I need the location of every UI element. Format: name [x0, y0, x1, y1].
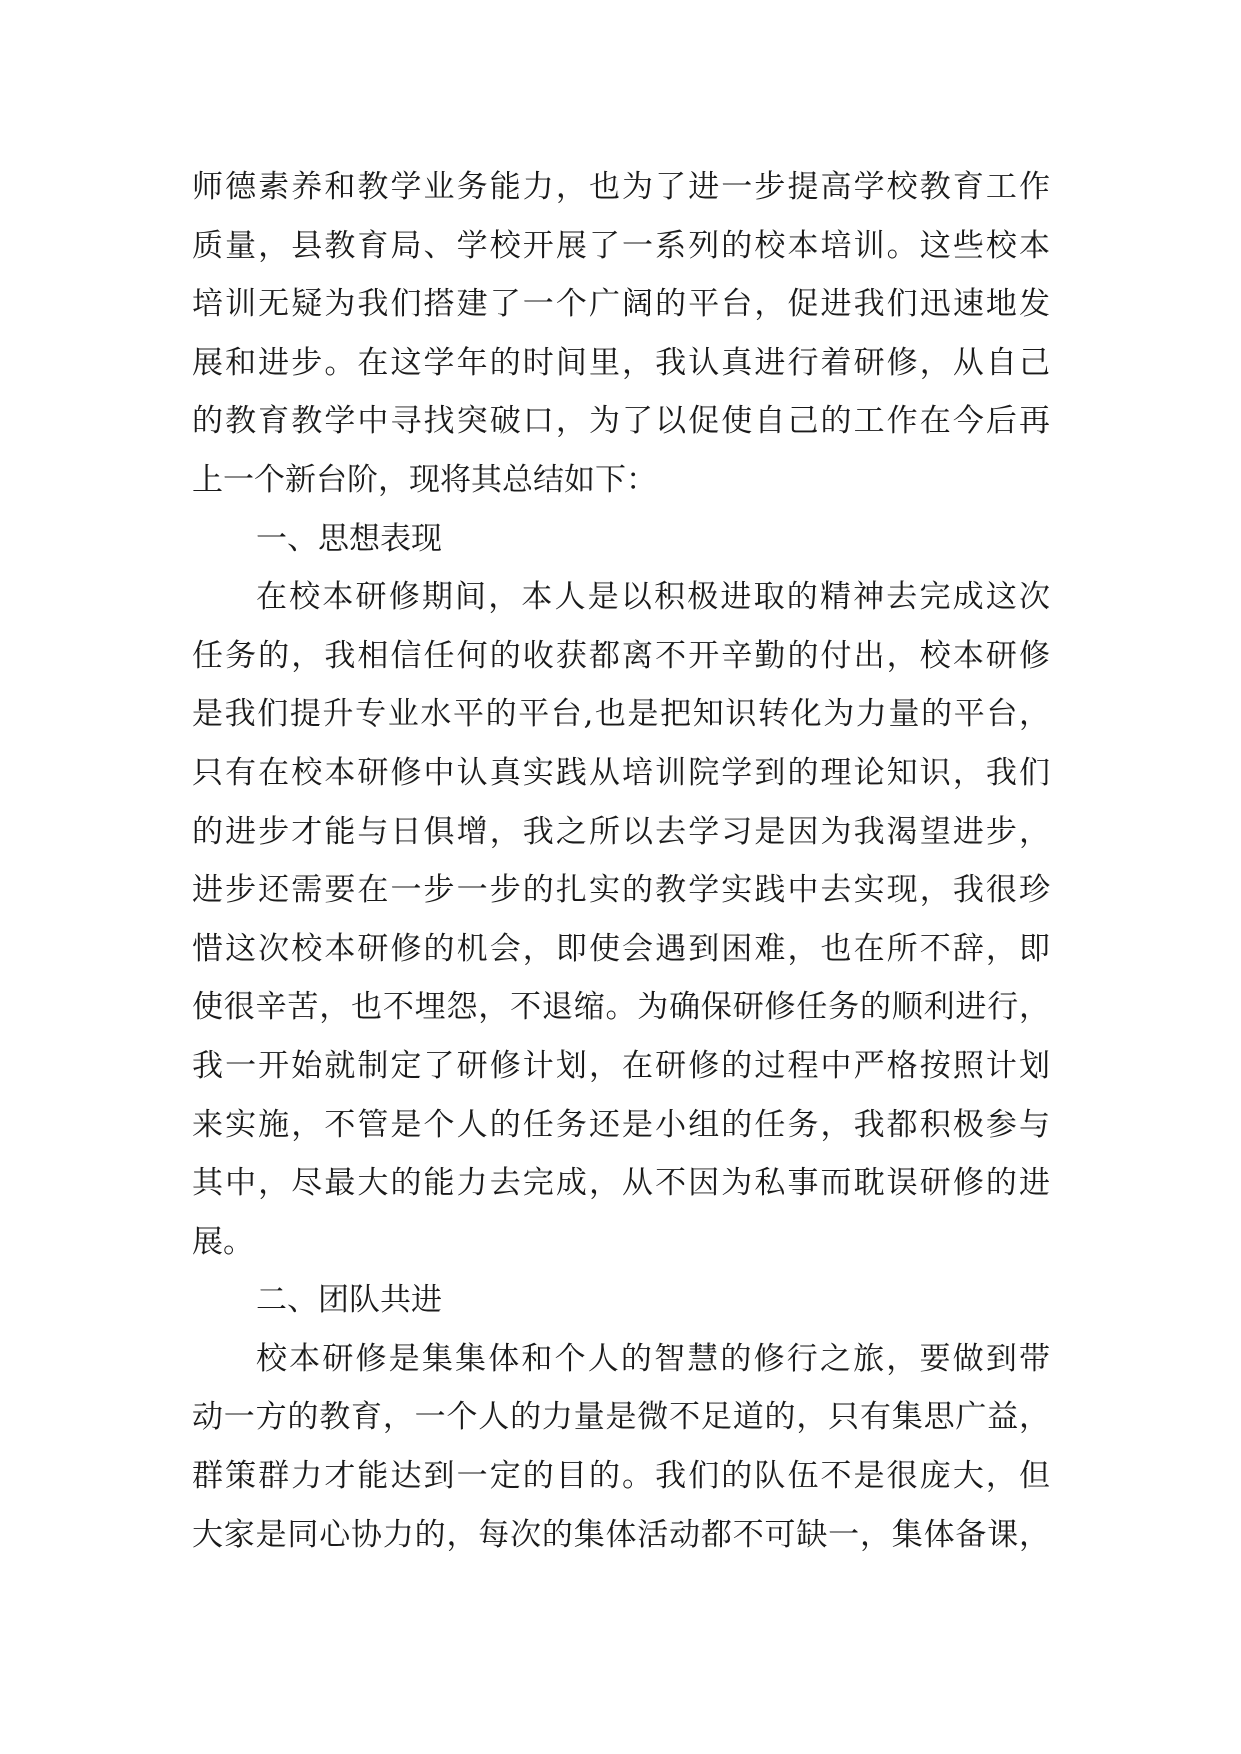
text-line: 其中，尽最大的能力去完成，从不因为私事而耽误研修的进 — [192, 1165, 1050, 1202]
text-line: 来实施，不管是个人的任务还是小组的任务，我都积极参与 — [192, 1106, 1050, 1143]
text-line: 的教育教学中寻找突破口，为了以促使自己的工作在今后再 — [192, 403, 1050, 440]
text-line: 展和进步。在这学年的时间里，我认真进行着研修，从自己 — [192, 344, 1050, 381]
section-1-paragraph — [192, 568, 1050, 1271]
text-line: 质量，县教育局、学校开展了一系列的校本培训。这些校本 — [192, 227, 1050, 264]
text-line: 师德素养和教学业务能力，也为了进一步提高学校教育工作 — [192, 169, 1050, 205]
text-line: 使很辛苦，也不埋怨，不退缩。为确保研修任务的顺利进行， — [192, 989, 1050, 1026]
text-line: 上一个新台阶，现将其总结如下： — [192, 461, 657, 498]
document-body — [192, 158, 1050, 1564]
section-2-paragraph — [192, 1330, 1050, 1564]
intro-paragraph — [192, 158, 1050, 510]
text-line: 的进步才能与日俱增，我之所以去学习是因为我渴望进步， — [192, 813, 1050, 850]
text-line: 是我们提升专业水平的平台,也是把知识转化为力量的平台， — [192, 696, 1050, 733]
text-line: 惜这次校本研修的机会，即使会遇到困难，也在所不辞，即 — [192, 930, 1050, 967]
text-line: 我一开始就制定了研修计划，在研修的过程中严格按照计划 — [192, 1047, 1050, 1084]
text-line: 任务的，我相信任何的收获都离不开辛勤的付出，校本研修 — [192, 637, 1050, 674]
text-line: 大家是同心协力的，每次的集体活动都不可缺一，集体备课， — [192, 1516, 1050, 1553]
text-line: 校本研修是集集体和个人的智慧的修行之旅，要做到带 — [256, 1340, 1050, 1377]
text-line: 培训无疑为我们搭建了一个广阔的平台，促进我们迅速地发 — [192, 286, 1050, 323]
section-heading-2: 二、团队共进 — [256, 1282, 442, 1319]
section-heading-1: 一、思想表现 — [256, 520, 442, 557]
text-line: 进步还需要在一步一步的扎实的教学实践中去实现，我很珍 — [192, 872, 1050, 909]
text-line: 群策群力才能达到一定的目的。我们的队伍不是很庞大，但 — [192, 1458, 1050, 1495]
text-line: 动一方的教育，一个人的力量是微不足道的，只有集思广益， — [192, 1399, 1050, 1436]
text-line: 只有在校本研修中认真实践从培训院学到的理论知识，我们 — [192, 754, 1050, 791]
text-line: 在校本研修期间，本人是以积极进取的精神去完成这次 — [256, 579, 1050, 616]
text-line: 展。 — [192, 1223, 254, 1260]
